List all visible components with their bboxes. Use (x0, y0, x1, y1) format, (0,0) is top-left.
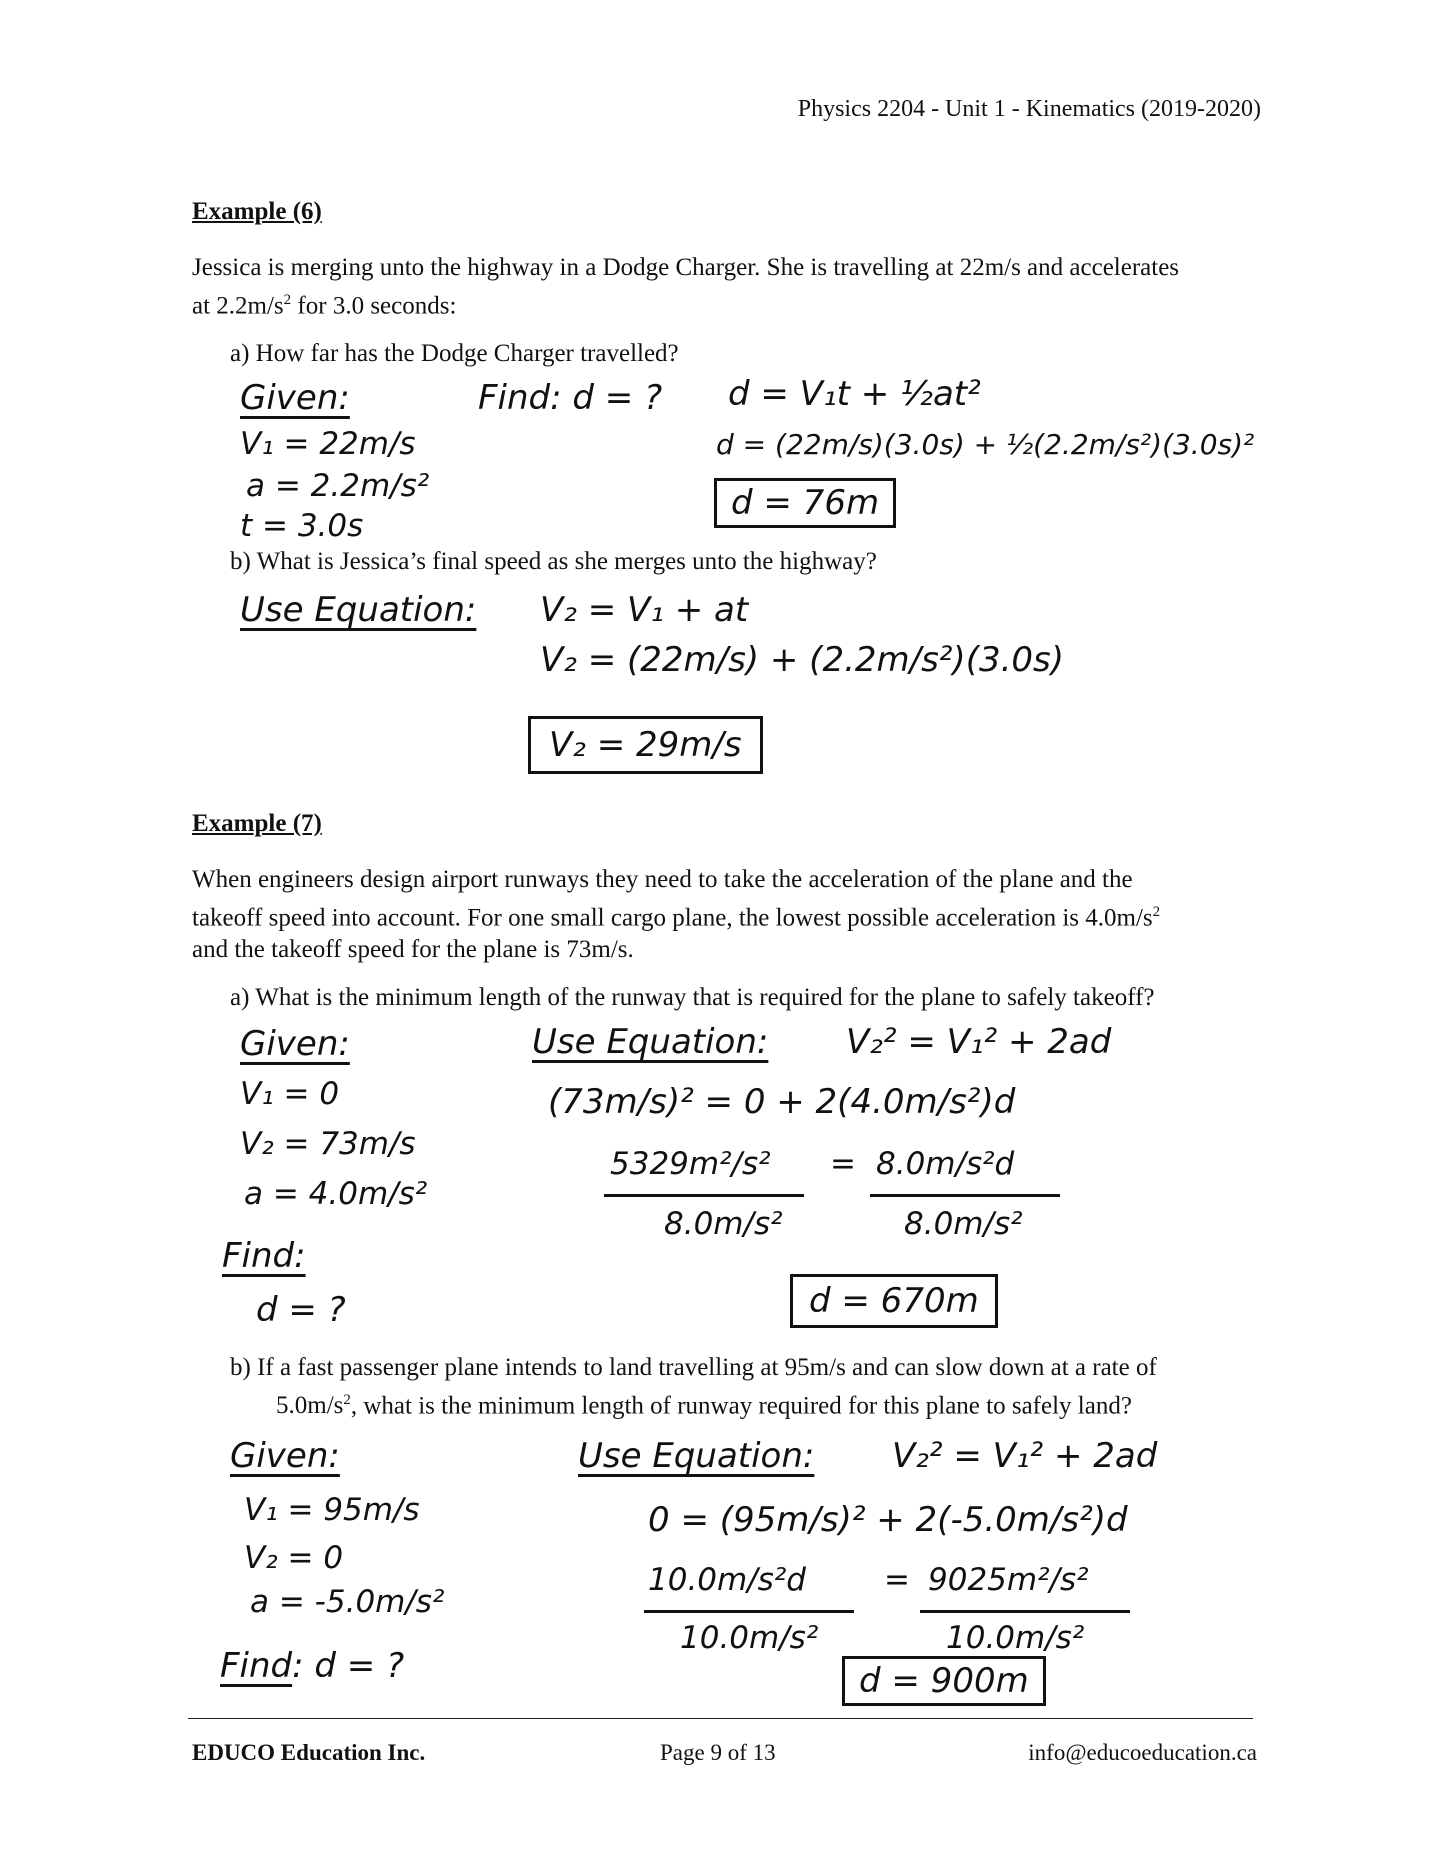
example-6-problem-line2: at 2.2m/s (192, 292, 284, 320)
example-6-problem-line1: Jessica is merging unto the highway in a Dodge Charger. She is travelling at 22m/s and accelerates (192, 254, 1180, 281)
example-7-question-b-line2: 5.0m/s (276, 1392, 344, 1420)
example-7-question-b-line1: b) If a fast passenger plane intends to land travelling at 95m/s and can slow down at a rate of (230, 1354, 1157, 1381)
example-7-problem-line1: When engineers design airport runways they need to take the acceleration of the plane and the (192, 866, 1133, 893)
ex6-given-a: a = 2.2m/s² (246, 468, 430, 504)
ex7b-denominator-right: 10.0m/s² (946, 1620, 1085, 1656)
ex7b-numerator-right: 9025m²/s² (928, 1562, 1089, 1598)
ex7a-given-v2: V₂ = 73m/s (240, 1126, 416, 1162)
ex6-equation-b: V₂ = V₁ + at (540, 590, 749, 630)
ex6-given-label: Given: (240, 378, 350, 418)
ex7b-given-a: a = -5.0m/s² (250, 1584, 445, 1620)
example-7-problem-line2: takeoff speed into account. For one small cargo plane, the lowest possible acceleration is 4.0m/s (192, 904, 1153, 932)
example-7-question-b (230, 1352, 1157, 1422)
footer-email: info@educoeducation.ca (1028, 1740, 1257, 1765)
ex7a-find-label: Find: (222, 1236, 306, 1276)
ex7a-numerator-right: 8.0m/s²d (876, 1146, 1015, 1182)
example-6-question-b: b) What is Jessica’s final speed as she merges unto the highway? (230, 548, 877, 575)
ex6-find: Find: d = ? (478, 378, 663, 418)
example-7-question-a: a) What is the minimum length of the runway that is required for the plane to safely takeoff? (230, 984, 1155, 1011)
ex7b-denominator-left: 10.0m/s² (680, 1620, 819, 1656)
ex7a-equals: = (830, 1146, 856, 1182)
ex6-equation: d = V₁t + ½at² (728, 374, 981, 414)
ex7b-equation: V₂² = V₁² + 2ad (892, 1436, 1158, 1476)
example-7-problem (192, 864, 1262, 966)
ex7b-numerator-left: 10.0m/s²d (648, 1562, 806, 1598)
ex7b-find: : d = ? (292, 1646, 405, 1686)
ex6-answer-a: d = 76m (714, 478, 896, 528)
ex7b-use-equation-label: Use Equation: (578, 1436, 815, 1476)
ex7a-fraction-bar-right (870, 1194, 1060, 1197)
ex7b-substitution: 0 = (95m/s)² + 2(-5.0m/s²)d (648, 1500, 1128, 1540)
footer-page-number: Page 9 of 13 (660, 1740, 776, 1765)
example-6-problem-sup: 2 (283, 292, 292, 308)
ex6-substitution: d = (22m/s)(3.0s) + ½(2.2m/s²)(3.0s)² (716, 428, 1255, 461)
ex7b-find-row (220, 1646, 404, 1686)
ex7a-fraction-bar-left (604, 1194, 804, 1197)
example-7-problem-sup: 2 (1152, 904, 1161, 920)
ex7a-find: d = ? (256, 1290, 346, 1330)
ex7a-equation: V₂² = V₁² + 2ad (846, 1022, 1112, 1062)
example-6-problem-line2-end: for 3.0 seconds: (291, 292, 457, 320)
ex6-given-t: t = 3.0s (240, 508, 364, 544)
ex7b-fraction-bar-right (920, 1610, 1130, 1613)
page-header: Physics 2204 - Unit 1 - Kinematics (2019-2020) (797, 96, 1261, 122)
ex7b-given-v1: V₁ = 95m/s (244, 1492, 420, 1528)
example-7-problem-line3: and the takeoff speed for the plane is 73m/s. (192, 936, 634, 964)
ex7a-denominator-left: 8.0m/s² (664, 1206, 783, 1242)
ex7-answer-a: d = 670m (790, 1274, 998, 1328)
ex6-use-equation-label: Use Equation: (240, 590, 477, 630)
example-7-question-b-line2-end: , what is the minimum length of runway required for this plane to safely land? (350, 1392, 1132, 1420)
ex7b-find-label: Find (220, 1646, 293, 1686)
ex7b-equals: = (884, 1562, 910, 1598)
ex7a-numerator-left: 5329m²/s² (610, 1146, 771, 1182)
ex7a-given-label: Given: (240, 1024, 350, 1064)
example-7-title: Example (7) (192, 810, 322, 837)
footer-company: EDUCO Education Inc. (192, 1740, 426, 1765)
ex7b-given-label: Given: (230, 1436, 340, 1476)
footer-rule (188, 1718, 1253, 1719)
ex6-answer-b: V₂ = 29m/s (528, 716, 763, 774)
ex7b-fraction-bar-left (644, 1610, 854, 1613)
ex6-substitution-b: V₂ = (22m/s) + (2.2m/s²)(3.0s) (540, 640, 1065, 680)
ex7a-substitution: (73m/s)² = 0 + 2(4.0m/s²)d (548, 1082, 1016, 1122)
ex7a-use-equation-label: Use Equation: (532, 1022, 769, 1062)
example-6-question-a: a) How far has the Dodge Charger travelled? (230, 340, 679, 367)
ex6-given-v1: V₁ = 22m/s (240, 426, 416, 462)
example-6-title: Example (6) (192, 198, 322, 225)
example-6-problem (192, 252, 1262, 322)
ex7a-denominator-right: 8.0m/s² (904, 1206, 1023, 1242)
example-7-question-b-sup: 2 (343, 1392, 351, 1408)
ex7-answer-b: d = 900m (842, 1656, 1046, 1706)
ex7b-given-v2: V₂ = 0 (244, 1540, 344, 1576)
ex7a-given-v1: V₁ = 0 (240, 1076, 340, 1112)
ex7a-given-a: a = 4.0m/s² (244, 1176, 428, 1212)
